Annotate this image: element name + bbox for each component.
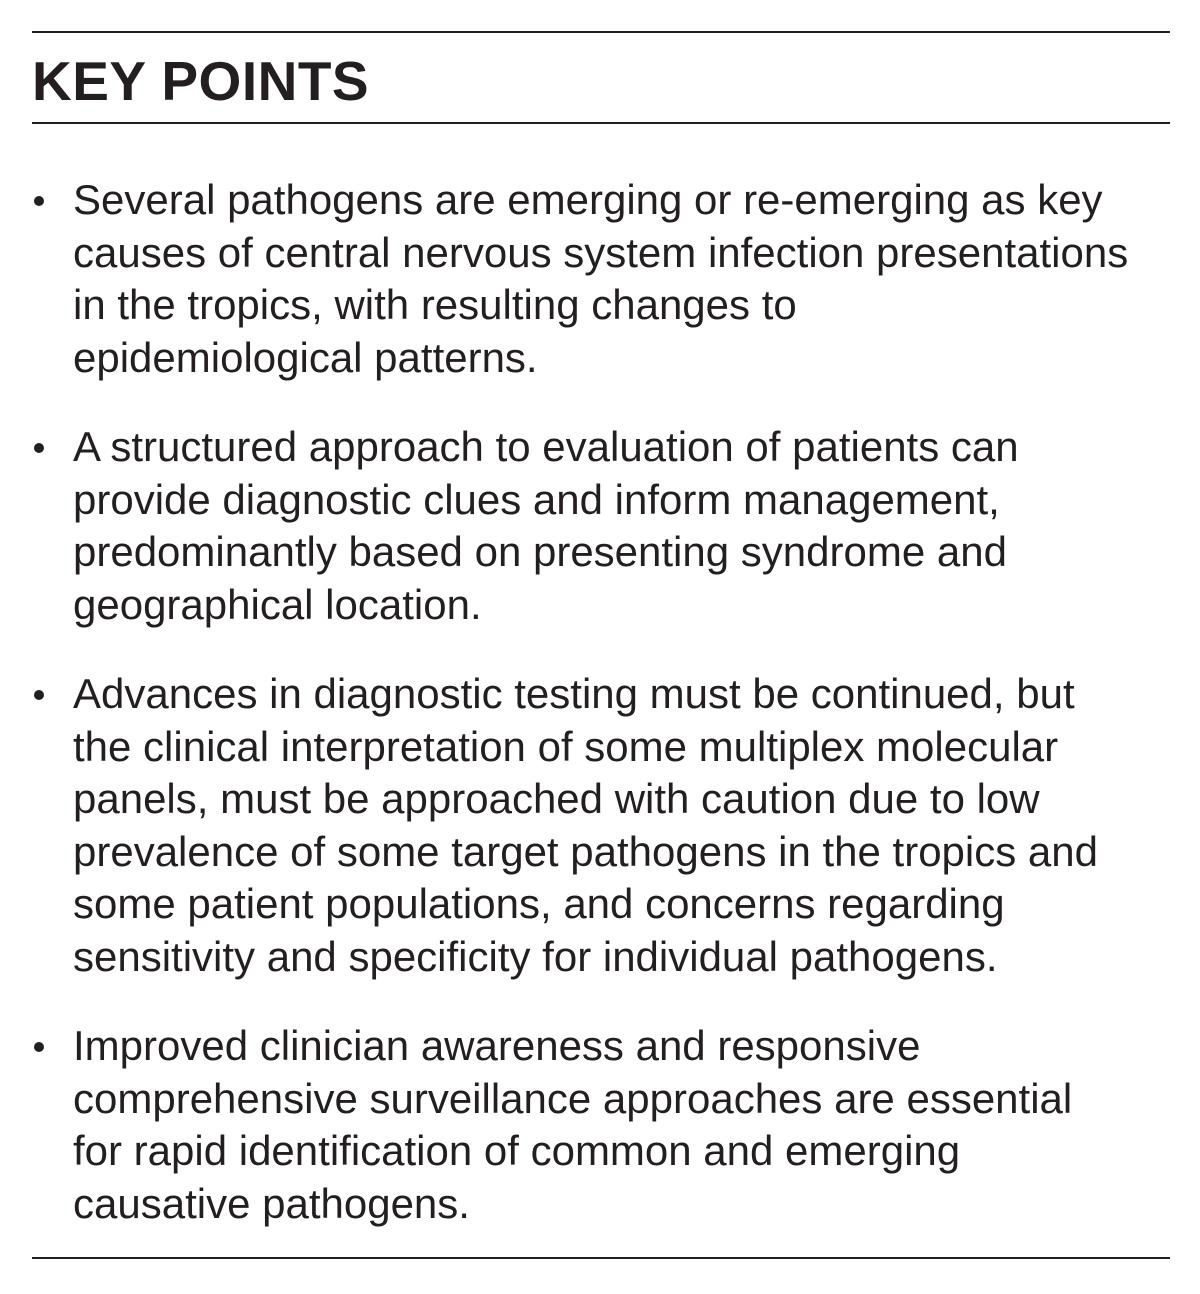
- key-point-line: Improved clinician awareness and responsive: [73, 1022, 921, 1069]
- bottom-rule: [32, 1257, 1170, 1259]
- key-point-item: [32, 1020, 1170, 1230]
- key-point-line: comprehensive surveillance approaches are essential: [73, 1074, 1073, 1122]
- bullet-icon: [34, 1042, 44, 1052]
- heading-rule: [32, 122, 1170, 124]
- key-point-line: provide diagnostic clues and inform management,: [73, 475, 1000, 523]
- key-point-line: Advances in diagnostic testing must be continued, but: [73, 670, 1075, 717]
- key-point-line: panels, must be approached with caution due to low: [73, 775, 1040, 822]
- key-point-line: predominantly based on presenting syndrome and: [73, 528, 1007, 575]
- key-point-line: epidemiological patterns.: [73, 333, 538, 381]
- bullet-icon: [34, 196, 44, 206]
- bullet-icon: [34, 443, 44, 453]
- key-point-item: [32, 174, 1170, 384]
- key-point-line: A structured approach to evaluation of patients can: [73, 423, 1019, 470]
- key-point-line: geographical location.: [73, 580, 482, 628]
- key-points-list: [32, 174, 1170, 1230]
- top-rule: [32, 31, 1170, 33]
- key-point-line: for rapid identification of common and emerging: [73, 1127, 961, 1174]
- key-point-line: Several pathogens are emerging or re-emerging as key: [73, 176, 1103, 223]
- key-point-line: causative pathogens.: [73, 1179, 470, 1227]
- key-points-box: [32, 0, 1170, 1294]
- key-point-line: causes of central nervous system infection presentations: [73, 228, 1129, 276]
- bullet-icon: [34, 690, 44, 700]
- key-point-line: sensitivity and specificity for individual pathogens.: [73, 932, 998, 980]
- key-point-line: some patient populations, and concerns regarding: [73, 880, 1005, 927]
- key-point-line: the clinical interpretation of some multiplex molecular: [73, 722, 1059, 770]
- key-point-line: prevalence of some target pathogens in the tropics and: [73, 827, 1098, 875]
- key-points-heading: KEY POINTS: [32, 50, 370, 112]
- key-point-item: [32, 668, 1170, 983]
- key-point-line: in the tropics, with resulting changes to: [73, 281, 797, 328]
- key-point-item: [32, 421, 1170, 631]
